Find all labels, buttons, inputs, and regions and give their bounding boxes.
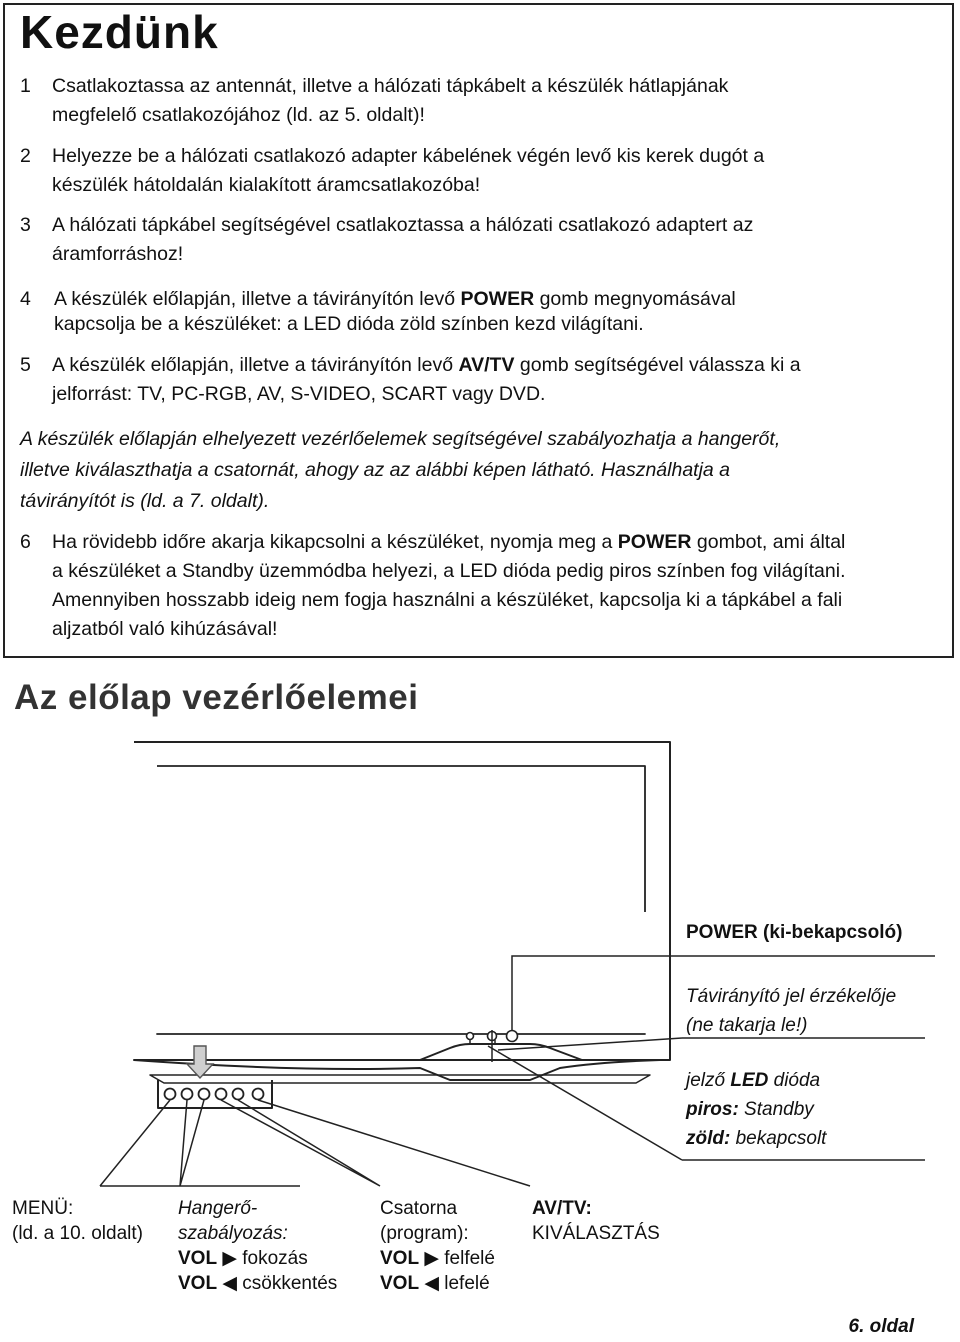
button-vol-down-icon (199, 1089, 210, 1100)
label-volume: Hangerő- szabályozás: VOL ▶ fokozás VOL ◀ csökkentés (178, 1198, 338, 1294)
step-number: 2 (20, 145, 31, 167)
step-text: aljzatból való kihúzásával! (52, 618, 278, 640)
tv-outer-bezel (134, 742, 670, 1060)
button-ch-up-icon (216, 1089, 227, 1100)
step-text: jelforrást: TV, PC-RGB, AV, S-VIDEO, SCART vagy DVD. (52, 383, 546, 405)
power-button-icon (507, 1031, 518, 1042)
button-ch-down-icon (233, 1089, 244, 1100)
label-power: POWER (ki-bekapcsoló) (686, 922, 903, 943)
triangle-right-icon: ▶ (424, 1248, 439, 1269)
triangle-left-icon: ◀ (222, 1273, 237, 1294)
power-keyword: POWER (460, 288, 535, 310)
section-title: Az előlap vezérlőelemei (14, 678, 419, 717)
remote-sensor-icon (467, 1033, 474, 1040)
label-channel: Csatorna (program): VOL ▶ felfelé VOL ◀ lefelé (380, 1198, 495, 1294)
italic-note: A készülék előlapján elhelyezett vezérlőelemek segítségével szabályozhatja a hangerőt, illetve kiválaszthatja a csatornát, ahogy az az alábbi képen látható. Használhatja a távirányítót is (ld. a 7. oldalt). (20, 428, 781, 512)
step-number: 5 (20, 354, 31, 376)
label-remote-sensor: Távirányító jel érzékelője (ne takarja le!) (686, 986, 897, 1036)
step-text: A hálózati tápkábel segítségével csatlakoztassa a hálózati csatlakozó adaptert az (52, 214, 754, 236)
button-vol-up-icon (182, 1089, 193, 1100)
label-led: jelző LED dióda piros: Standby zöld: bekapcsolt (686, 1070, 827, 1149)
button-avtv-icon (253, 1089, 264, 1100)
step-text: Amennyiben hosszabb ideig nem fogja használni a készüléket, kapcsolja ki a tápkábel a fali (52, 589, 843, 611)
page-title: Kezdünk (20, 6, 219, 58)
triangle-right-icon: ▶ (222, 1248, 237, 1269)
control-buttons (165, 1089, 264, 1100)
step-text: áramforráshoz! (52, 243, 184, 265)
power-keyword: POWER (617, 531, 692, 553)
button-menu-icon (165, 1089, 176, 1100)
tv-bezel-bottom (134, 1060, 660, 1080)
step-number: 3 (20, 214, 31, 236)
avtv-keyword: AV/TV (458, 354, 515, 376)
step-number: 1 (20, 75, 31, 97)
step-number: 4 (20, 288, 31, 310)
step-text: Helyezze be a hálózati csatlakozó adapter kábelének végén levő kis kerek dugót a (52, 145, 765, 167)
step-text: Csatlakoztassa az antennát, illetve a hálózati tápkábelt a készülék hátlapjának (52, 75, 729, 97)
step-text: a készüléket a Standby üzemmódba helyezi, a LED dióda pedig piros színben fog világítani. (52, 560, 846, 582)
step-text: kapcsolja be a készüléket: a LED dióda zöld színben kezd világítani. (54, 313, 644, 335)
step-number: 6 (20, 531, 31, 553)
triangle-left-icon: ◀ (424, 1273, 439, 1294)
step-text: megfelelő csatlakozójához (ld. az 5. oldalt)! (52, 104, 425, 126)
down-arrow-icon (187, 1046, 213, 1078)
tv-screen (157, 766, 645, 1034)
label-menu: MENÜ: (ld. a 10. oldalt) (12, 1198, 143, 1244)
page-number: 6. oldal (848, 1316, 914, 1337)
label-avtv: AV/TV: KIVÁLASZTÁS (532, 1198, 660, 1244)
tv-stand (150, 1075, 650, 1083)
step-text: készülék hátoldalán kialakított áramcsatlakozóba! (52, 174, 481, 196)
